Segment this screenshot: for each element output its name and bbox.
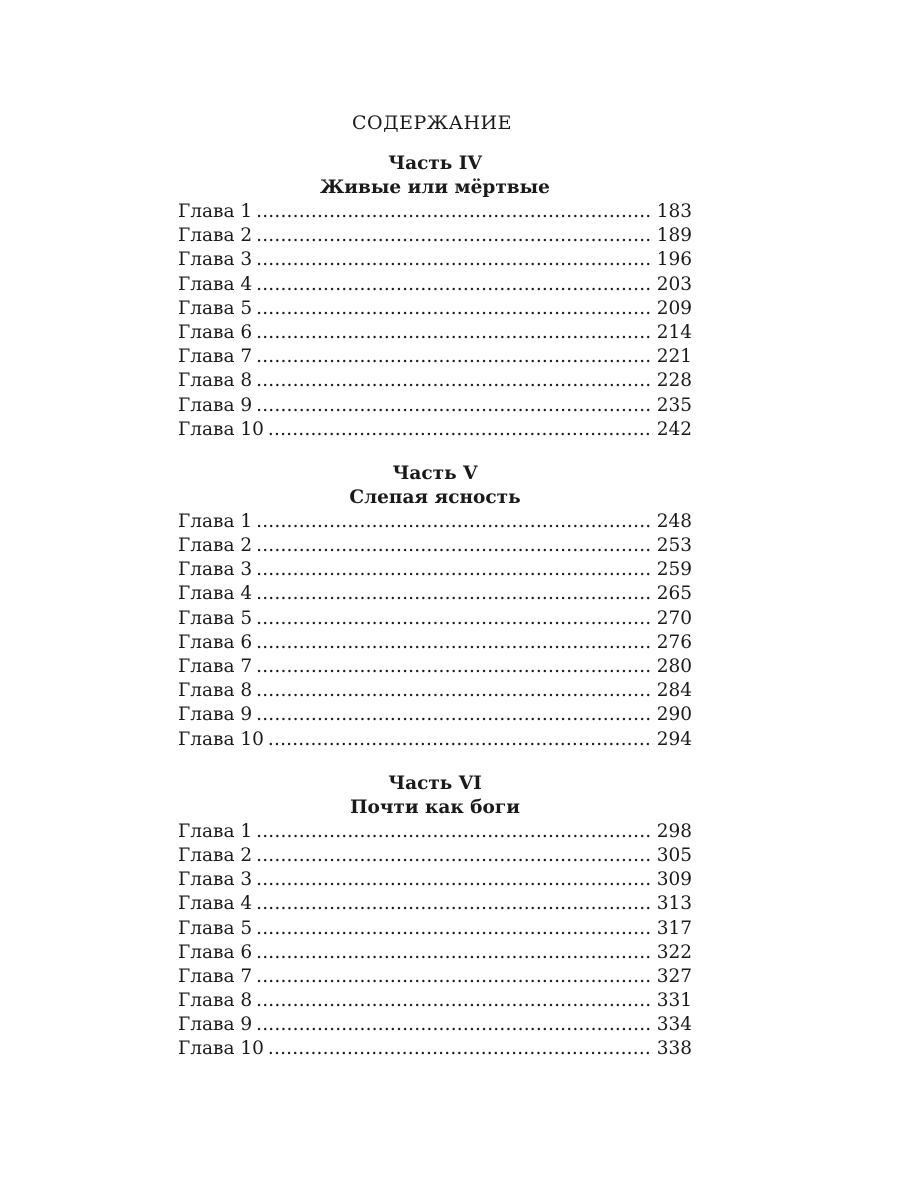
page-number: 331 (656, 990, 692, 1012)
chapter-label: Глава 8 (178, 680, 253, 702)
page-number: 338 (656, 1038, 692, 1060)
page-number: 183 (656, 201, 692, 222)
part-title: Слепая ясность (349, 486, 521, 508)
dot-leader (256, 941, 653, 965)
chapter-entry (178, 631, 692, 655)
chapter-entry (178, 369, 692, 393)
page-number: 248 (656, 510, 692, 532)
chapter-label: Глава 1 (178, 201, 253, 222)
chapter-entry (178, 345, 692, 369)
chapter-entry (178, 1037, 692, 1061)
page-number: 265 (656, 583, 692, 605)
chapter-list (178, 510, 692, 752)
chapter-label: Глава 8 (178, 990, 253, 1012)
dot-leader (256, 394, 653, 418)
dot-leader (256, 273, 653, 297)
page-number: 317 (656, 917, 692, 939)
chapter-label: Глава 5 (178, 607, 253, 629)
page-number: 196 (656, 249, 692, 271)
dot-leader (256, 892, 653, 916)
chapter-entry (178, 655, 692, 679)
chapter-label: Глава 7 (178, 656, 253, 677)
chapter-label: Глава 6 (178, 941, 253, 963)
page-number: 294 (656, 728, 692, 750)
dot-leader (256, 655, 653, 679)
dot-leader (256, 917, 653, 941)
dot-leader (256, 200, 653, 224)
chapter-label: Глава 9 (178, 704, 253, 726)
chapter-entry (178, 820, 692, 844)
chapter-entry (178, 297, 692, 321)
chapter-entry (178, 989, 692, 1013)
chapter-label: Глава 2 (178, 225, 253, 247)
page-number: 327 (656, 965, 692, 987)
dot-leader (256, 1013, 653, 1037)
dot-leader (256, 534, 653, 558)
table-of-contents (178, 108, 692, 1062)
part-title: Живые или мёртвые (320, 177, 550, 198)
page-number: 235 (656, 394, 692, 416)
dot-leader (256, 558, 653, 582)
part-section (178, 772, 692, 1062)
page-number: 290 (656, 704, 692, 726)
page-number: 209 (656, 297, 692, 319)
dot-leader (256, 989, 653, 1013)
chapter-entry (178, 844, 692, 868)
chapter-label: Глава 10 (178, 418, 264, 440)
chapter-label: Глава 6 (178, 321, 253, 343)
chapter-entry (178, 703, 692, 727)
chapter-entry (178, 728, 692, 752)
dot-leader (256, 868, 653, 892)
chapter-label: Глава 1 (178, 820, 253, 842)
page-number: 305 (656, 844, 692, 866)
page-number: 284 (656, 680, 692, 702)
chapter-list (178, 200, 692, 442)
part-section (178, 152, 692, 442)
chapter-entry (178, 1013, 692, 1037)
dot-leader (256, 965, 653, 989)
page-number: 309 (656, 869, 692, 891)
chapter-label: Глава 6 (178, 631, 253, 653)
dot-leader (256, 607, 653, 631)
chapter-label: Глава 8 (178, 370, 253, 392)
part-number: Часть V (392, 462, 478, 484)
page-number: 259 (656, 559, 692, 581)
page-number: 334 (656, 1014, 692, 1036)
dot-leader (256, 510, 653, 534)
chapter-label: Глава 5 (178, 297, 253, 319)
chapter-entry (178, 679, 692, 703)
page-number: 280 (656, 656, 692, 677)
dot-leader (256, 321, 653, 345)
chapter-entry (178, 273, 692, 297)
dot-leader (256, 582, 653, 606)
dot-leader (256, 631, 653, 655)
chapter-label: Глава 2 (178, 844, 253, 866)
chapter-entry (178, 868, 692, 892)
chapter-entry (178, 321, 692, 345)
dot-leader (256, 820, 653, 844)
page-number: 322 (656, 941, 692, 963)
chapter-list (178, 820, 692, 1062)
toc-title: СОДЕРЖАНИЕ (352, 112, 512, 134)
chapter-entry (178, 607, 692, 631)
chapter-entry (178, 224, 692, 248)
page-number: 189 (656, 225, 692, 247)
dot-leader (256, 297, 653, 321)
chapter-label: Глава 4 (178, 583, 253, 605)
chapter-entry (178, 200, 692, 224)
chapter-entry (178, 558, 692, 582)
chapter-entry (178, 510, 692, 534)
page-number: 214 (656, 321, 692, 343)
dot-leader (256, 679, 653, 703)
page-number: 276 (656, 631, 692, 653)
page-number: 203 (656, 273, 692, 295)
dot-leader (256, 224, 653, 248)
chapter-entry (178, 248, 692, 272)
dot-leader (256, 345, 653, 369)
dot-leader (256, 703, 653, 727)
dot-leader (256, 369, 653, 393)
chapter-entry (178, 965, 692, 989)
part-number: Часть VI (388, 772, 482, 794)
page-number: 298 (656, 820, 692, 842)
chapter-label: Глава 10 (178, 1038, 264, 1060)
dot-leader (256, 248, 653, 272)
chapter-label: Глава 3 (178, 249, 253, 271)
page-number: 221 (656, 346, 692, 368)
chapter-entry (178, 941, 692, 965)
chapter-label: Глава 1 (178, 510, 253, 532)
chapter-label: Глава 9 (178, 1014, 253, 1036)
chapter-entry (178, 892, 692, 916)
chapter-entry (178, 917, 692, 941)
page-number: 253 (656, 535, 692, 557)
page-number: 242 (656, 418, 692, 440)
page-number: 228 (656, 370, 692, 392)
dot-leader (268, 728, 653, 752)
dot-leader (256, 844, 653, 868)
part-section (178, 462, 692, 752)
chapter-entry (178, 534, 692, 558)
chapter-label: Глава 5 (178, 917, 253, 939)
chapter-label: Глава 4 (178, 893, 253, 915)
chapter-label: Глава 7 (178, 965, 253, 987)
chapter-entry (178, 418, 692, 442)
page-number: 313 (656, 893, 692, 915)
part-title: Почти как боги (350, 796, 520, 818)
chapter-label: Глава 2 (178, 535, 253, 557)
chapter-label: Глава 9 (178, 394, 253, 416)
chapter-label: Глава 3 (178, 559, 253, 581)
dot-leader (268, 1037, 653, 1061)
dot-leader (268, 418, 653, 442)
chapter-label: Глава 4 (178, 273, 253, 295)
chapter-entry (178, 394, 692, 418)
chapter-label: Глава 10 (178, 728, 264, 750)
chapter-label: Глава 3 (178, 869, 253, 891)
page-number: 270 (656, 607, 692, 629)
part-number: Часть IV (388, 153, 482, 174)
chapter-entry (178, 582, 692, 606)
chapter-label: Глава 7 (178, 346, 253, 368)
